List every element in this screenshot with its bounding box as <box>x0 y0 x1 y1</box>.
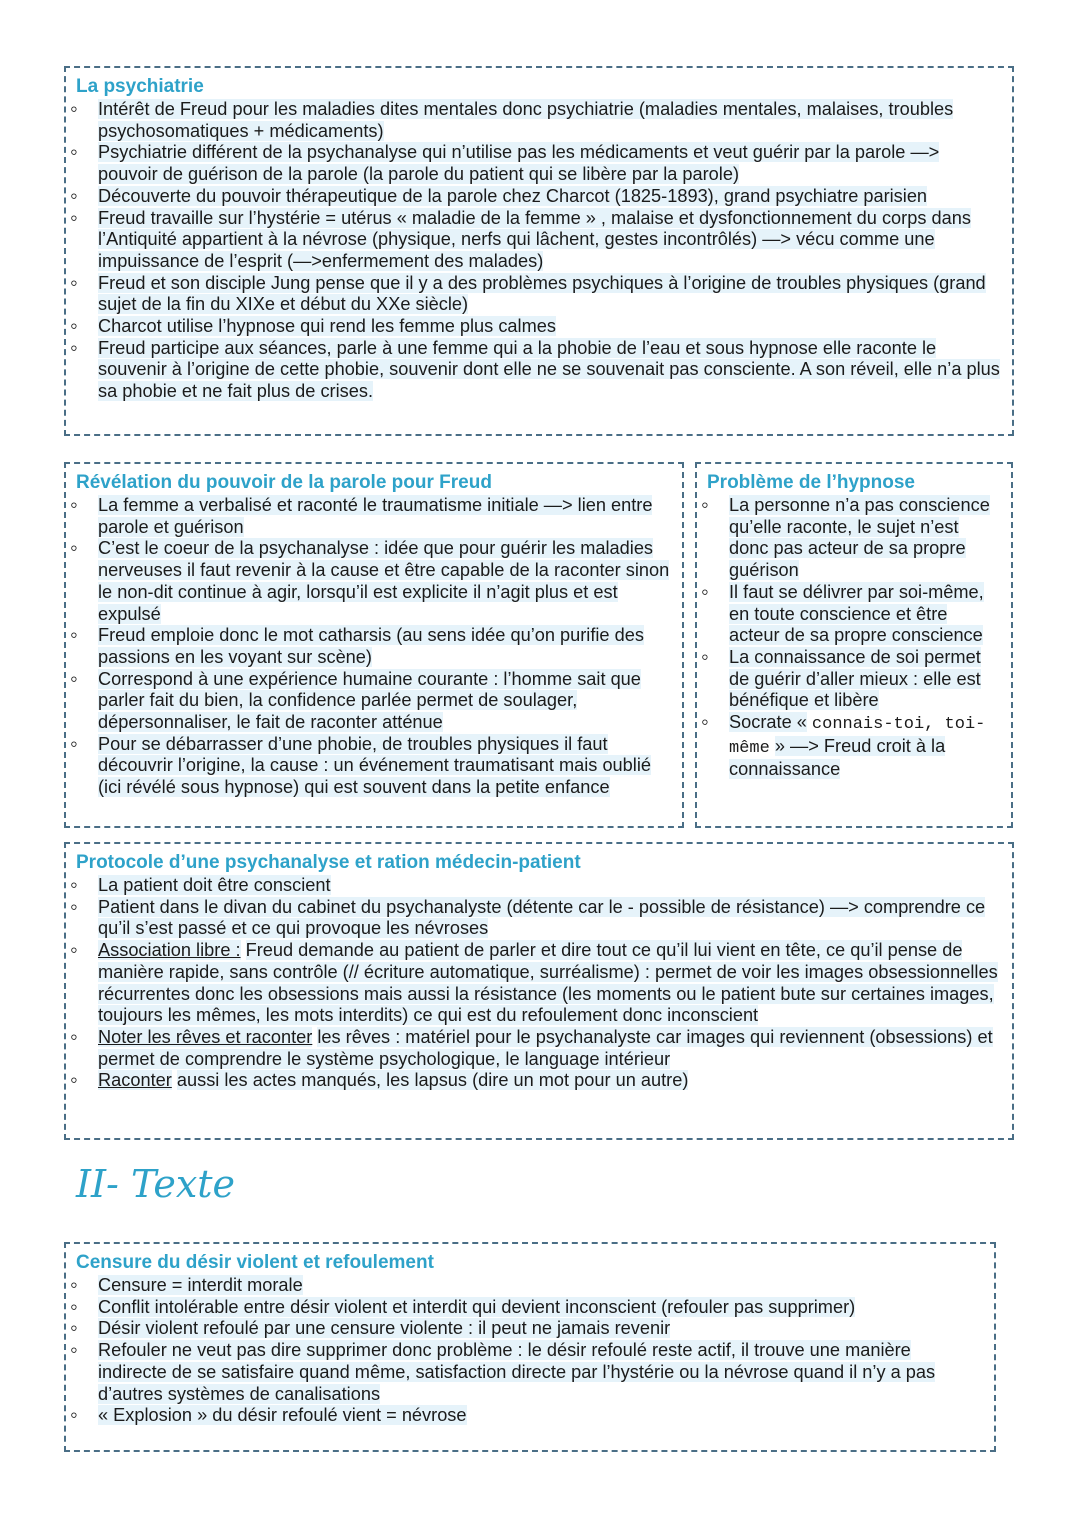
list-item: ◦ Conflit intolérable entre désir violent et interdit qui devient inconscient (refouler pas supprimer) <box>76 1297 984 1319</box>
list-item: ◦ Freud travaille sur l’hystérie = utérus « maladie de la femme » , malaise et dysfonctionnement du corps dans l’Antiquité appartient à la névrose (physique, nerfs qui lâchent, gestes incontrôlés) —> vécu comme une impuissance de l’esprit (—>enfermement des malades) <box>76 208 1002 273</box>
protocole-title: Protocole d’une psychanalyse et ration médecin-patient <box>76 852 581 873</box>
list-item: ◦ Association libre : Freud demande au patient de parler et dire tout ce qu’il lui vient en tête, ce qu’il pense de manière rapide, sans contrôle (// écriture automatique, surréalisme) : permet de voir les images obsessionnelles récurrentes donc les obsessions mais aussi la résistance (les moments ou le patient bute sur certaines images, toujours les mêmes, les mots interdits) ce qui est du refoulement donc inconscient <box>76 940 1002 1027</box>
hypnose-title: Problème de l’hypnose <box>707 472 915 493</box>
list-item: ◦ La connaissance de soi permet de guérir d’aller mieux : elle est bénéfique et libère <box>707 647 1001 712</box>
psychiatrie-title: La psychiatrie <box>76 76 204 97</box>
box-censure <box>64 1242 996 1452</box>
censure-list <box>76 1275 984 1427</box>
socrate-quote: connais-toi, toi-même <box>729 715 986 758</box>
list-item: ◦ Intérêt de Freud pour les maladies dites mentales donc psychiatrie (maladies mentales, malaises, troubles psychosomatiques + médicaments) <box>76 99 1002 142</box>
revelation-list <box>76 495 672 799</box>
list-item: ◦ Noter les rêves et raconter les rêves : matériel pour le psychanalyste car images qui reviennent (obsessions) et permet de comprendre le système psychologique, le language intérieur <box>76 1027 1002 1070</box>
list-item: ◦ Patient dans le divan du cabinet du psychanalyste (détente car le - possible de résistance) —> comprendre ce qu’il s’est passé et ce qui provoque les névroses <box>76 897 1002 940</box>
list-item: ◦ Il faut se délivrer par soi-même, en toute conscience et être acteur de sa propre conscience <box>707 582 1001 647</box>
box-protocole <box>64 842 1014 1140</box>
list-item: ◦ Freud et son disciple Jung pense que il y a des problèmes psychiques à l’origine de troubles physiques (grand sujet de la fin du XIXe et début du XXe siècle) <box>76 273 1002 316</box>
box-psychiatrie <box>64 66 1014 436</box>
list-item: ◦ Freud participe aux séances, parle à une femme qui a la phobie de l’eau et sous hypnose elle raconte le souvenir à l’origine de cette phobie, souvenir dont elle ne se souvenait pas consciente. A son réveil, elle n’a plus sa phobie et ne fait plus de crises. <box>76 338 1002 403</box>
list-item: ◦ Charcot utilise l’hypnose qui rend les femme plus calmes <box>76 316 1002 338</box>
list-item: ◦ La personne n’a pas conscience qu’elle raconte, le sujet n’est donc pas acteur de sa propre guérison <box>707 495 1001 582</box>
list-item: ◦ Découverte du pouvoir thérapeutique de la parole chez Charcot (1825-1893), grand psychiatre parisien <box>76 186 1002 208</box>
list-item: ◦ Freud emploie donc le mot catharsis (au sens idée qu’on purifie des passions en les voyant sur scène) <box>76 625 672 668</box>
list-item: ◦ La patient doit être conscient <box>76 875 1002 897</box>
list-item: ◦ Socrate « connais-toi, toi-même » —> Freud croit à la connaissance <box>707 712 1001 781</box>
psychiatrie-list <box>76 99 1002 403</box>
list-item: ◦ Raconter aussi les actes manqués, les lapsus (dire un mot pour un autre) <box>76 1070 1002 1092</box>
box-hypnose <box>695 462 1013 828</box>
list-item: ◦ Désir violent refoulé par une censure violente : il peut ne jamais revenir <box>76 1318 984 1340</box>
censure-title: Censure du désir violent et refoulement <box>76 1252 434 1273</box>
protocole-list <box>76 875 1002 1092</box>
list-item: ◦ « Explosion » du désir refoulé vient = névrose <box>76 1405 984 1427</box>
box-revelation <box>64 462 684 828</box>
hypnose-list <box>707 495 1001 781</box>
section-heading: II- Texte <box>76 1162 236 1206</box>
list-item: ◦ Censure = interdit morale <box>76 1275 984 1297</box>
list-item: ◦ La femme a verbalisé et raconté le traumatisme initiale —> lien entre parole et guérison <box>76 495 672 538</box>
list-item: ◦ Psychiatrie différent de la psychanalyse qui n’utilise pas les médicaments et veut guérir par la parole —> pouvoir de guérison de la parole (la parole du patient qui se libère par la parole) <box>76 142 1002 185</box>
list-item: ◦ Pour se débarrasser d’une phobie, de troubles physiques il faut découvrir l’origine, la cause : un événement traumatisant mais oublié (ici révélé sous hypnose) qui est souvent dans la petite enfance <box>76 734 672 799</box>
list-item: ◦ C’est le coeur de la psychanalyse : idée que pour guérir les maladies nerveuses il faut revenir à la cause et être capable de la raconter sinon le non-dit continue à agir, lorsqu’il est explicite il n’agit plus et est expulsé <box>76 538 672 625</box>
list-item: ◦ Correspond à une expérience humaine courante : l’homme sait que parler fait du bien, la confidence parlée permet de soulager, dépersonnaliser, le fait de raconter atténue <box>76 669 672 734</box>
revelation-title: Révélation du pouvoir de la parole pour Freud <box>76 472 492 493</box>
list-item: ◦ Refouler ne veut pas dire supprimer donc problème : le désir refoulé reste actif, il trouve une manière indirecte de se satisfaire quand même, satisfaction directe par l’hystérie ou la névrose quand il n’y a pas d’autres systèmes de canalisations <box>76 1340 984 1405</box>
